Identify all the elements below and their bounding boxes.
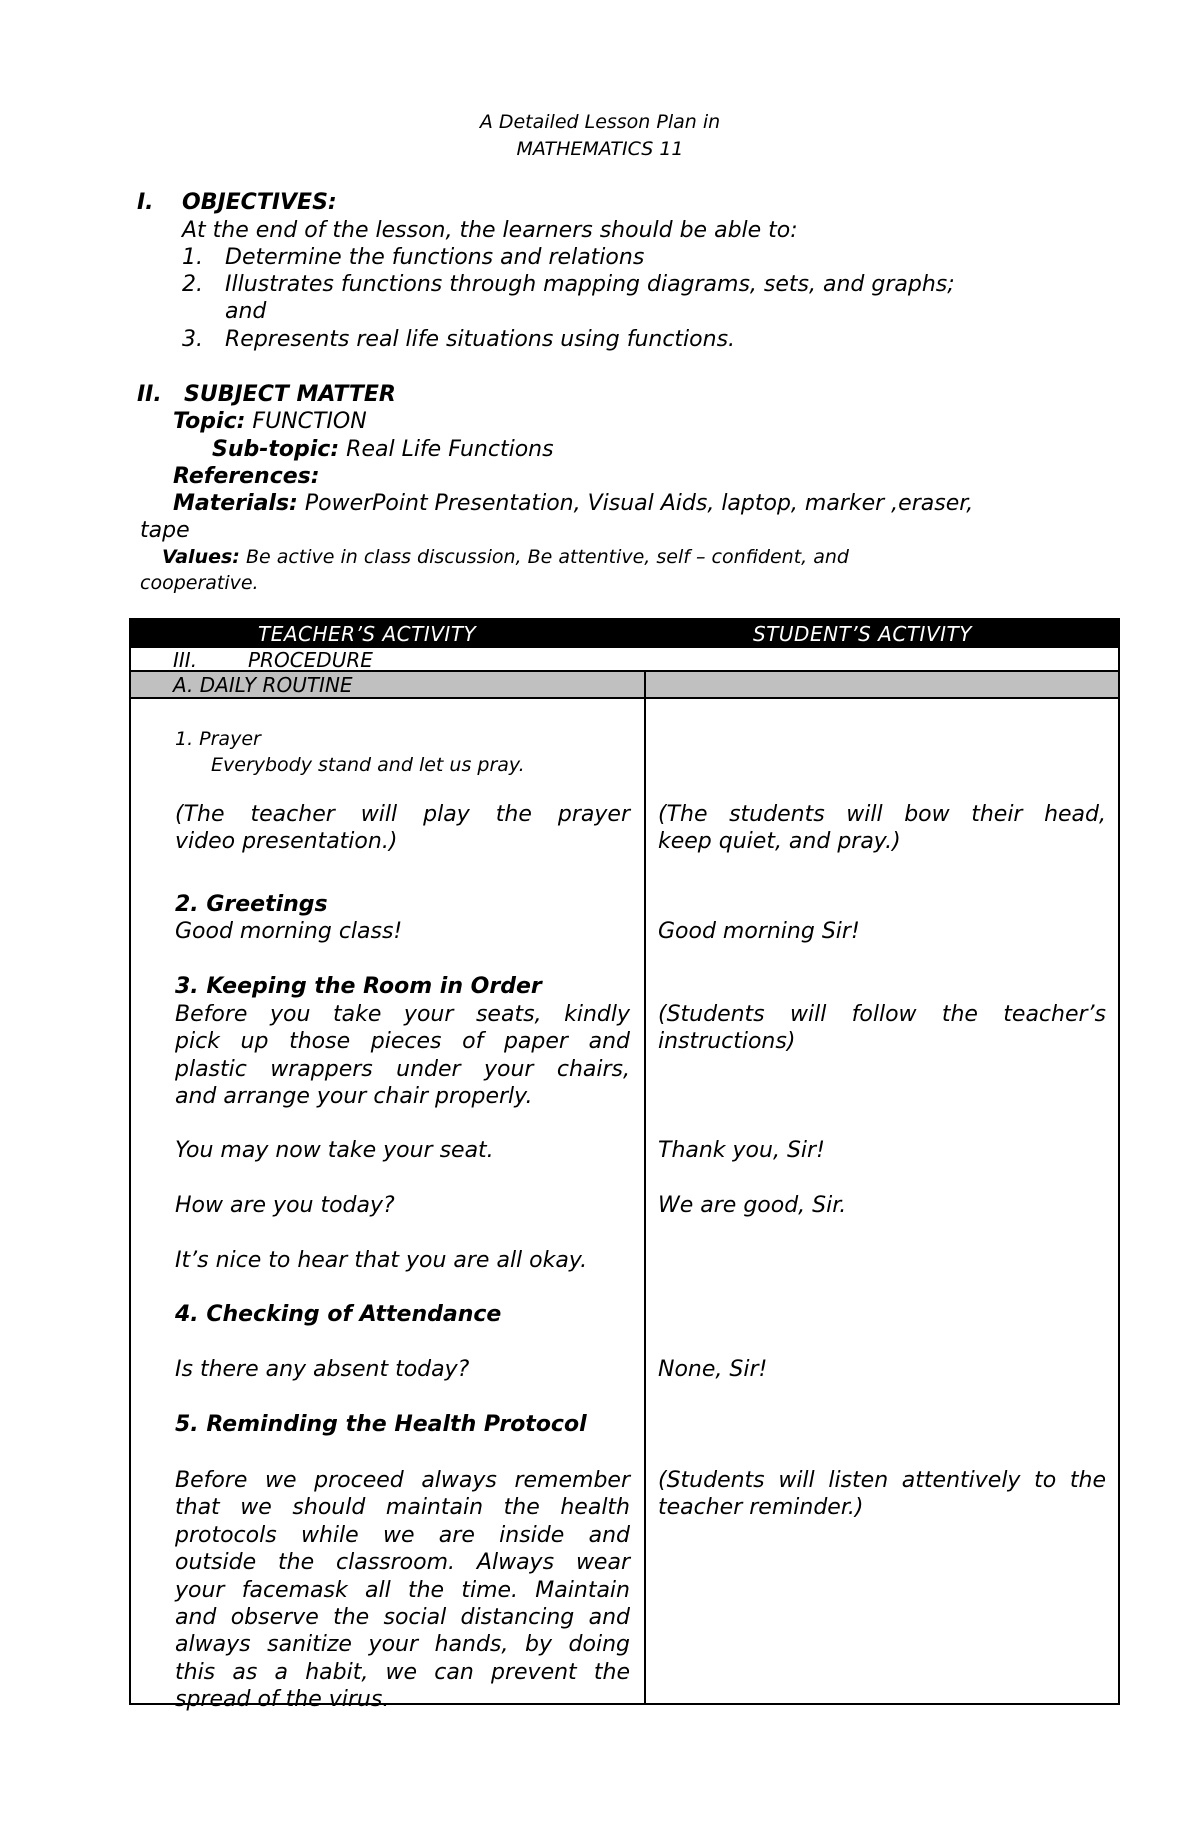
table-header bbox=[131, 620, 1118, 648]
room-heading: 3. Keeping the Room in Order bbox=[175, 974, 542, 999]
objectives-heading: OBJECTIVES: bbox=[182, 190, 337, 215]
greetings-heading: 2. Greetings bbox=[175, 892, 328, 917]
materials-value: PowerPoint Presentation, Visual Aids, laptop, marker ,eraser, bbox=[304, 491, 974, 516]
topic-line bbox=[173, 409, 367, 434]
health-teacher-line: protocols while we are inside and bbox=[175, 1522, 630, 1548]
procedure-label: PROCEDURE bbox=[248, 648, 373, 672]
topic-label: Topic: bbox=[173, 409, 246, 434]
subtopic-label: Sub-topic: bbox=[212, 437, 340, 462]
values-line bbox=[162, 546, 849, 568]
room-teacher-line: and arrange your chair properly. bbox=[175, 1084, 533, 1110]
health-student-line: teacher reminder.) bbox=[658, 1495, 864, 1521]
objectives-intro: At the end of the lesson, the learners should be able to: bbox=[182, 218, 798, 243]
seat-student: Thank you, Sir! bbox=[658, 1138, 825, 1163]
health-teacher-line: this as a habit, we can prevent the bbox=[175, 1659, 630, 1685]
health-teacher bbox=[175, 1467, 630, 1714]
prayer-student-line: keep quiet, and pray.) bbox=[658, 829, 901, 855]
teacher-activity-header: TEACHER’S ACTIVITY bbox=[258, 622, 477, 646]
health-student-line: (Students will listen attentively to the bbox=[658, 1468, 1106, 1493]
materials-label: Materials: bbox=[173, 491, 298, 516]
procedure-numeral: III. bbox=[173, 648, 198, 672]
seat-teacher: You may now take your seat. bbox=[175, 1138, 494, 1163]
doc-title-line1: A Detailed Lesson Plan in bbox=[479, 111, 721, 133]
objectives-numeral: I. bbox=[137, 190, 154, 215]
values-label: Values: bbox=[162, 546, 240, 568]
room-student-line: instructions) bbox=[658, 1029, 796, 1055]
objective-3-text: Represents real life situations using functions. bbox=[225, 327, 736, 352]
prayer-line: Everybody stand and let us pray. bbox=[211, 754, 525, 776]
health-student bbox=[658, 1467, 1106, 1522]
how-student: We are good, Sir. bbox=[658, 1193, 847, 1218]
greetings-teacher: Good morning class! bbox=[175, 919, 403, 944]
values-cont: cooperative. bbox=[140, 572, 259, 594]
room-teacher-line: plastic wrappers under your chairs, bbox=[175, 1056, 630, 1082]
room-teacher bbox=[175, 1001, 630, 1111]
daily-routine-label: A. DAILY ROUTINE bbox=[173, 673, 353, 697]
values-value: Be active in class discussion, Be attentive, self – confident, and bbox=[245, 546, 849, 568]
objective-2-text-cont: and bbox=[225, 299, 267, 324]
materials-cont: tape bbox=[140, 518, 190, 543]
objective-1-text: Determine the functions and relations bbox=[225, 245, 645, 270]
prayer-student bbox=[658, 801, 1106, 856]
subtopic-value: Real Life Functions bbox=[346, 437, 554, 462]
subtopic-line bbox=[212, 437, 554, 462]
greetings-student: Good morning Sir! bbox=[658, 919, 860, 944]
objective-3-num: 3. bbox=[182, 327, 203, 352]
health-teacher-line: Before we proceed always remember bbox=[175, 1468, 630, 1493]
how-teacher: How are you today? bbox=[175, 1193, 395, 1218]
room-student-line: (Students will follow the teacher’s bbox=[658, 1002, 1106, 1027]
room-student bbox=[658, 1001, 1106, 1056]
prayer-heading: 1. Prayer bbox=[175, 728, 261, 750]
absent-student: None, Sir! bbox=[658, 1357, 768, 1382]
procedure-table bbox=[129, 618, 1120, 1713]
objective-2-text: Illustrates functions through mapping diagrams, sets, and graphs; bbox=[225, 272, 955, 297]
attendance-heading: 4. Checking of Attendance bbox=[175, 1302, 502, 1327]
health-teacher-line: spread of the virus. bbox=[175, 1687, 390, 1713]
prayer-teacher-line: (The teacher will play the prayer bbox=[175, 802, 630, 827]
subject-heading: SUBJECT MATTER bbox=[184, 382, 396, 407]
room-teacher-line: pick up those pieces of paper and bbox=[175, 1029, 630, 1055]
health-heading: 5. Reminding the Health Protocol bbox=[175, 1412, 587, 1437]
prayer-student-line: (The students will bow their head, bbox=[658, 802, 1106, 827]
daily-routine-row bbox=[131, 672, 1118, 699]
absent-teacher: Is there any absent today? bbox=[175, 1357, 470, 1382]
health-teacher-line: your facemask all the time. Maintain bbox=[175, 1577, 630, 1603]
objective-1-num: 1. bbox=[182, 245, 203, 270]
nice-teacher: It’s nice to hear that you are all okay. bbox=[175, 1248, 588, 1273]
health-teacher-line: that we should maintain the health bbox=[175, 1495, 630, 1521]
objective-2-num: 2. bbox=[182, 272, 203, 297]
procedure-row bbox=[131, 648, 1118, 672]
topic-value: FUNCTION bbox=[252, 409, 367, 434]
health-teacher-line: outside the classroom. Always wear bbox=[175, 1550, 630, 1576]
subject-numeral: II. bbox=[137, 382, 162, 407]
health-teacher-line: and observe the social distancing and bbox=[175, 1605, 630, 1631]
room-teacher-line: Before you take your seats, kindly bbox=[175, 1002, 630, 1027]
student-activity-header: STUDENT’S ACTIVITY bbox=[753, 622, 972, 646]
prayer-teacher-line: video presentation.) bbox=[175, 829, 398, 855]
health-teacher-line: always sanitize your hands, by doing bbox=[175, 1632, 630, 1658]
materials-line bbox=[173, 491, 973, 516]
doc-title-line2: MATHEMATICS 11 bbox=[516, 138, 684, 160]
column-divider bbox=[644, 672, 646, 1705]
prayer-teacher bbox=[175, 801, 630, 856]
references-label: References: bbox=[173, 464, 320, 489]
